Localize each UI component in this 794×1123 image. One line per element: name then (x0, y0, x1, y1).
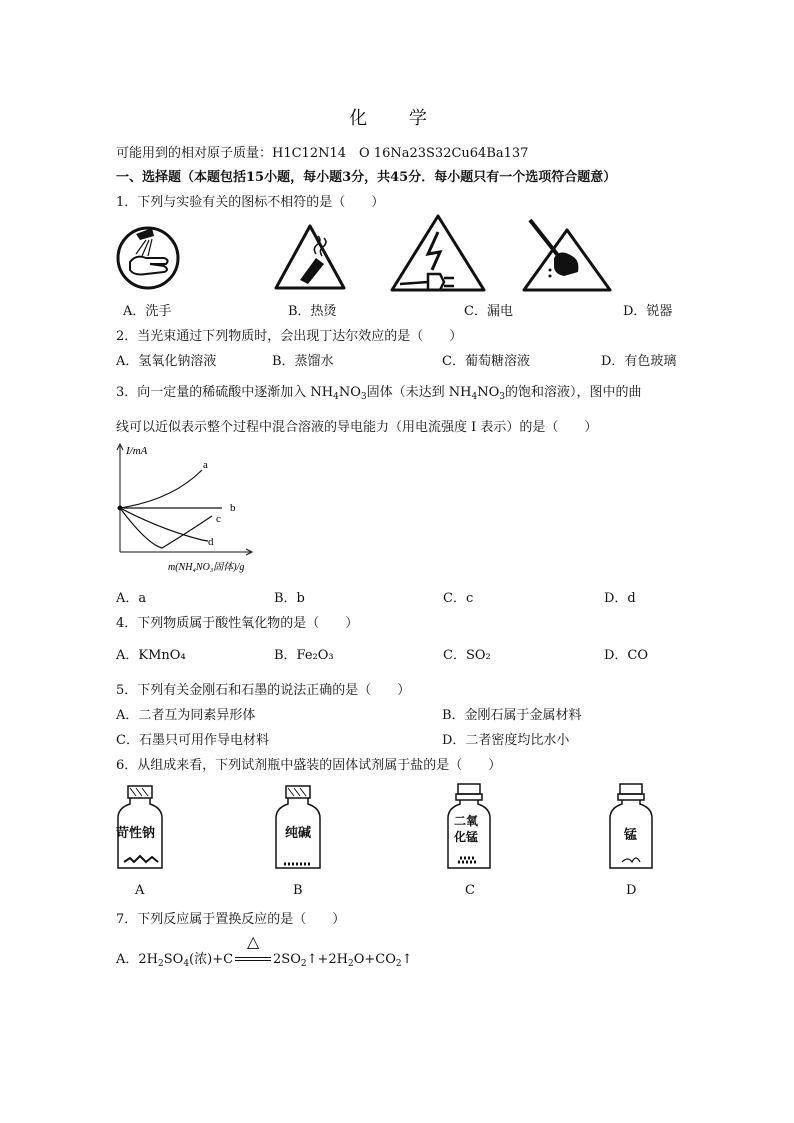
q3-option-c: C．c (443, 591, 474, 606)
electric-shock-icon (388, 212, 488, 294)
hot-surface-icon (272, 222, 348, 292)
q3-option-a: A．a (116, 591, 147, 606)
q4-option-d: D．CO (604, 648, 649, 663)
bottle-a-label: 苛性钠 (116, 826, 156, 841)
q2-option-b: B．蒸馏水 (272, 354, 334, 369)
y-label: I/mA (126, 445, 148, 457)
q3-stem-line2: 线可以近似表示整个过程中混合溶液的导电能力（用电流强度 I 表示）的是（ ） (116, 420, 598, 435)
label-b: b (230, 502, 236, 514)
atomic-masses: 可能用到的相对原子质量：H1C12N14 O 16Na23S32Cu64Ba137 (116, 146, 529, 161)
q2-option-a: A．氢氧化钠溶液 (116, 354, 217, 369)
conductivity-chart (112, 440, 262, 580)
q7-option-a: A．$2H_2SO_4$(浓)+C △ $2SO_2↑+2H_2O+CO_2↑$ (116, 931, 413, 969)
q1-stem: 1．下列与实验有关的图标不相符的是（ ） (116, 195, 385, 210)
q5-option-b: B．金刚石属于金属材料 (442, 708, 582, 723)
q3-stem-line1: 3．向一定量的稀硫酸中逐渐加入 $NH_4NO_3$固体（未达到 $NH_4NO_3$的饱和溶液），图中的曲 (116, 385, 642, 402)
bottle-d-label: 锰 (624, 828, 638, 843)
q6-letter-a: A (135, 883, 145, 898)
bottle-c-label-line2: 化锰 (454, 830, 479, 844)
q5-option-c: C．石墨只可用作导电材料 (116, 733, 269, 748)
q6-letter-d: D (626, 883, 637, 898)
q2-option-d: D．有色玻璃 (601, 354, 677, 369)
bottle-b-label: 纯碱 (285, 826, 312, 841)
q6-letter-b: B (293, 883, 303, 898)
page-title: 化 学 (349, 108, 445, 129)
q4-option-c: C．SO₂ (443, 648, 491, 663)
curve-d (120, 508, 212, 548)
q3-option-d: D．d (604, 591, 636, 606)
q1-option-a: A．洗手 (123, 304, 172, 319)
q1-option-c: C．漏电 (464, 304, 513, 319)
q6-stem: 6．从组成来看，下列试剂瓶中盛装的固体试剂属于盐的是（ ） (116, 758, 502, 773)
curve-a (120, 470, 202, 508)
q2-stem: 2．当光束通过下列物质时，会出现丁达尔效应的是（ ） (116, 329, 463, 344)
label-d: d (208, 536, 214, 548)
q6-letter-c: C (465, 883, 475, 898)
q4-option-b: B．Fe₂O₃ (274, 648, 334, 663)
label-c: c (216, 513, 221, 525)
q5-stem: 5．下列有关金刚石和石墨的说法正确的是（ ） (116, 683, 411, 698)
q5-option-d: D．二者密度均比水小 (442, 733, 570, 748)
section-heading: 一、选择题（本题包括15小题，每小题3分，共45分．每小题只有一个选项符合题意） (116, 170, 617, 185)
q2-option-c: C．葡萄糖溶液 (442, 354, 530, 369)
bottle-c-label-line1: 二氧 (454, 814, 479, 828)
label-a: a (203, 459, 208, 471)
q5-option-a: A．二者互为同素异形体 (116, 708, 256, 723)
q3-option-b: B．b (274, 591, 305, 606)
q7-stem: 7．下列反应属于置换反应的是（ ） (116, 912, 346, 927)
sharp-object-icon (520, 218, 614, 294)
q1-option-d: D．锐器 (623, 304, 673, 319)
handwash-icon (116, 224, 180, 292)
q4-option-a: A．KMnO₄ (116, 648, 186, 663)
heat-symbol: △ (247, 931, 260, 951)
x-label: m(NH₄NO₃固体)/g (168, 562, 245, 573)
q1-option-b: B．热烫 (288, 304, 337, 319)
q4-stem: 4．下列物质属于酸性氧化物的是（ ） (116, 616, 359, 631)
